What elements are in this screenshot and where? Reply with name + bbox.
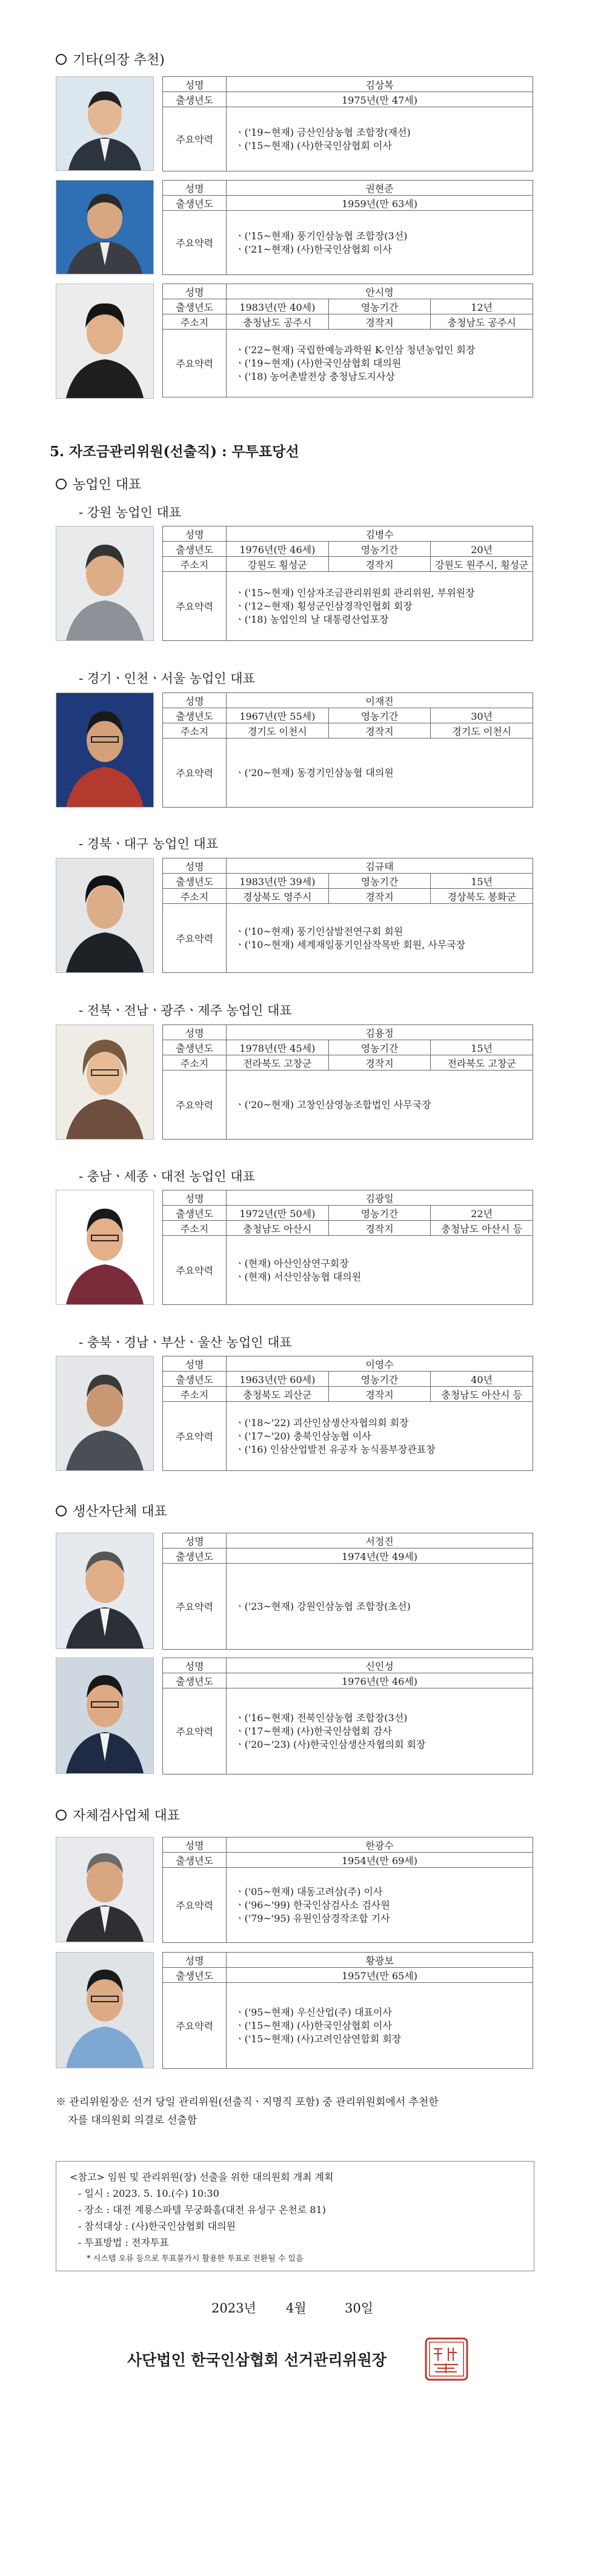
person-experience: 15년 xyxy=(431,1040,533,1055)
birth-label: 출생년도 xyxy=(163,708,227,723)
workplace-label: 경작지 xyxy=(328,889,431,904)
career-line: ㆍ('15~현재) (사)고려인삼연합회 회장 xyxy=(235,2033,402,2045)
birth-label: 출생년도 xyxy=(163,299,227,314)
career-line: ㆍ('18) 농업인의 날 대통령산업포장 xyxy=(235,613,389,625)
person-name: 권현준 xyxy=(227,181,533,196)
person-birth: 1959년(만 63세) xyxy=(227,196,533,211)
name-label: 성명 xyxy=(163,1356,227,1372)
person-address: 경상북도 영주시 xyxy=(227,889,329,904)
person-birth: 1974년(만 49세) xyxy=(227,1549,533,1564)
career-label: 주요약력 xyxy=(163,572,227,641)
person-experience: 12년 xyxy=(431,299,533,314)
footer-day: 30일 xyxy=(345,2301,374,2315)
person-workplace: 경기도 이천시 xyxy=(431,723,533,739)
person-info-table xyxy=(162,1356,533,1471)
region-title: - 경기ㆍ인천ㆍ서울 농업인 대표 xyxy=(79,671,255,686)
person-birth: 1963년(만 60세) xyxy=(227,1372,329,1387)
person-birth: 1978년(만 45세) xyxy=(227,1040,329,1055)
reference-target: - 참석대상 : (사)한국인삼협회 대의원 xyxy=(78,2220,236,2232)
person-career xyxy=(227,572,533,641)
person-photo xyxy=(56,1190,154,1305)
person-birth: 1967년(만 55세) xyxy=(227,708,329,723)
person-photo xyxy=(56,1533,154,1649)
person-address: 충청남도 아산시 xyxy=(227,1221,329,1236)
person-name: 신인성 xyxy=(227,1658,533,1673)
person-info-table xyxy=(162,858,533,973)
person-address: 경기도 이천시 xyxy=(227,723,329,739)
circle-bullet-icon xyxy=(56,1505,67,1516)
experience-label: 영농기간 xyxy=(328,1206,431,1221)
person-experience: 22년 xyxy=(431,1206,533,1221)
career-line: ㆍ('20~'23) (사)한국인삼생산자협의회 회장 xyxy=(235,1738,426,1750)
producer-section-label: 생산자단체 대표 xyxy=(73,1504,167,1519)
person-career xyxy=(227,330,533,397)
circle-bullet-icon xyxy=(56,479,67,490)
career-line: ㆍ('19~현재) (사)한국인삼협회 대의원 xyxy=(235,357,402,369)
address-label: 주소지 xyxy=(163,557,227,572)
person-birth: 1976년(만 46세) xyxy=(227,1673,533,1688)
person-birth: 1957년(만 65세) xyxy=(227,1968,533,1983)
person-workplace: 경상북도 봉화군 xyxy=(431,889,533,904)
person-info-table xyxy=(162,1024,533,1140)
person-career xyxy=(227,1402,533,1471)
note-line: 자를 대의원회 의결로 선출함 xyxy=(68,2114,198,2126)
person-info-table xyxy=(162,692,533,808)
person-experience: 20년 xyxy=(431,542,533,557)
name-label: 성명 xyxy=(163,1953,227,1968)
person-name: 안시영 xyxy=(227,284,533,299)
person-photo xyxy=(56,1024,154,1140)
person-career xyxy=(227,1236,533,1305)
farmer-section-label: 농업인 대표 xyxy=(73,477,142,493)
person-career xyxy=(227,1564,533,1650)
inspect-section-label: 자체검사업체 대표 xyxy=(73,1808,181,1824)
career-line: ㆍ('16) 인삼산업발전 유공자 농식품부장관표창 xyxy=(235,1443,436,1455)
career-line: ㆍ('10~현재) 세계재일풍기인삼작목반 회원, 사무국장 xyxy=(235,938,466,951)
person-info-table xyxy=(162,1837,533,1943)
reference-title: <참고> 임원 및 관리위원(장) 선출을 위한 대의원회 개최 계획 xyxy=(70,2171,334,2183)
address-label: 주소지 xyxy=(163,314,227,330)
committee-section-title: 5. 자조금관리위원(선출직) : 무투표당선 xyxy=(50,443,299,460)
region-title: - 강원 농업인 대표 xyxy=(79,505,182,520)
career-label: 주요약력 xyxy=(163,107,227,171)
career-label: 주요약력 xyxy=(163,904,227,973)
person-name: 이재진 xyxy=(227,693,533,708)
person-photo xyxy=(56,180,154,274)
person-name: 김용정 xyxy=(227,1025,533,1040)
workplace-label: 경작지 xyxy=(328,723,431,739)
career-label: 주요약력 xyxy=(163,330,227,397)
person-career xyxy=(227,107,533,171)
career-line: ㆍ('18~'22) 괴산인삼생산자협의회 회장 xyxy=(235,1416,409,1429)
career-line: ㆍ('95~현재) 우신산업(주) 대표이사 xyxy=(235,2006,392,2018)
producer-section-title xyxy=(56,1501,167,1520)
person-photo xyxy=(56,692,154,808)
address-label: 주소지 xyxy=(163,1387,227,1402)
name-label: 성명 xyxy=(163,693,227,708)
career-line: ㆍ('23~현재) 강원인삼농협 조합장(초선) xyxy=(235,1600,411,1612)
name-label: 성명 xyxy=(163,284,227,299)
person-name: 서정진 xyxy=(227,1533,533,1549)
career-line: ㆍ('16~현재) 전북인삼농협 조합장(3선) xyxy=(235,1711,408,1724)
section-etc-title xyxy=(56,50,165,68)
person-address: 전라북도 고창군 xyxy=(227,1055,329,1071)
inspect-section-title xyxy=(56,1805,180,1824)
person-experience: 40년 xyxy=(431,1372,533,1387)
workplace-label: 경작지 xyxy=(328,1387,431,1402)
career-label: 주요약력 xyxy=(163,1402,227,1471)
person-career xyxy=(227,739,533,808)
person-info-table xyxy=(162,1533,533,1650)
address-label: 주소지 xyxy=(163,1221,227,1236)
birth-label: 출생년도 xyxy=(163,1968,227,1983)
person-photo xyxy=(56,284,154,399)
career-line: ㆍ('21~현재) (사)한국인삼협회 이사 xyxy=(235,243,392,255)
section-etc-label: 기타(의장 추천) xyxy=(73,53,165,68)
career-label: 주요약력 xyxy=(163,1688,227,1774)
person-name: 황광보 xyxy=(227,1953,533,1968)
person-name: 한광수 xyxy=(227,1837,533,1853)
person-career xyxy=(227,1983,533,2069)
experience-label: 영농기간 xyxy=(328,1040,431,1055)
person-birth: 1983년(만 39세) xyxy=(227,874,329,889)
birth-label: 출생년도 xyxy=(163,1549,227,1564)
career-line: ㆍ('10~현재) 풍기인삼발전연구회 회원 xyxy=(235,925,403,937)
person-name: 김광일 xyxy=(227,1190,533,1206)
note-line: ※ 관리위원장은 선거 당일 관리위원(선출직ㆍ지명직 포함) 중 관리위원회에서 추천한 xyxy=(56,2096,439,2108)
person-photo xyxy=(56,1952,154,2068)
person-address: 충청북도 괴산군 xyxy=(227,1387,329,1402)
person-birth: 1972년(만 50세) xyxy=(227,1206,329,1221)
organization-signature: 사단법인 한국인삼협회 선거관리위원장 xyxy=(127,2351,387,2369)
person-career xyxy=(227,211,533,275)
birth-label: 출생년도 xyxy=(163,92,227,107)
career-label: 주요약력 xyxy=(163,211,227,275)
career-label: 주요약력 xyxy=(163,1071,227,1140)
career-line: ㆍ('22~현재) 국립한예능과학원 K-인삼 청년농업인 회장 xyxy=(235,344,476,356)
birth-label: 출생년도 xyxy=(163,1853,227,1868)
career-label: 주요약력 xyxy=(163,1983,227,2069)
person-info-table xyxy=(162,1658,533,1774)
person-career xyxy=(227,904,533,973)
circle-bullet-icon xyxy=(56,1810,67,1821)
person-experience: 30년 xyxy=(431,708,533,723)
workplace-label: 경작지 xyxy=(328,557,431,572)
reference-place: - 장소 : 대전 계룡스파텔 무궁화홀(대전 유성구 온천로 81) xyxy=(78,2204,326,2216)
circle-bullet-icon xyxy=(56,54,67,65)
election-note xyxy=(56,2093,540,2130)
name-label: 성명 xyxy=(163,858,227,874)
birth-label: 출생년도 xyxy=(163,1673,227,1688)
reference-small-note: * 시스템 오류 등으로 투표불가시 활용한 투표로 전환될 수 있음 xyxy=(87,2254,304,2263)
farmer-section-title xyxy=(56,474,141,493)
person-info-table xyxy=(162,526,533,641)
career-line: ㆍ('05~현재) 대동고려삼(주) 이사 xyxy=(235,1885,383,1897)
career-line: ㆍ('17~현재) (사)한국인삼협회 감사 xyxy=(235,1725,392,1737)
experience-label: 영농기간 xyxy=(328,542,431,557)
career-line: ㆍ('15~현재) (사)한국인삼협회 이사 xyxy=(235,139,392,151)
career-line: ㆍ('15~현재) (사)한국인삼협회 이사 xyxy=(235,2019,392,2031)
person-career xyxy=(227,1868,533,1943)
person-info-table xyxy=(162,284,533,397)
birth-label: 출생년도 xyxy=(163,196,227,211)
person-photo xyxy=(56,1356,154,1471)
career-line: ㆍ(현재) 서산인삼농협 대의원 xyxy=(235,1270,362,1283)
name-label: 성명 xyxy=(163,1837,227,1853)
address-label: 주소지 xyxy=(163,723,227,739)
footer-month: 4월 xyxy=(286,2301,307,2315)
person-birth: 1975년(만 47세) xyxy=(227,92,533,107)
person-birth: 1983년(만 40세) xyxy=(227,299,329,314)
name-label: 성명 xyxy=(163,1533,227,1549)
birth-label: 출생년도 xyxy=(163,1206,227,1221)
region-title: - 충북ㆍ경남ㆍ부산ㆍ울산 농업인 대표 xyxy=(79,1335,292,1350)
person-name: 김상복 xyxy=(227,77,533,92)
career-label: 주요약력 xyxy=(163,1236,227,1305)
footer-year: 2023년 xyxy=(211,2301,256,2315)
person-info-table xyxy=(162,1190,533,1305)
person-workplace: 강원도 원주시, 횡성군 xyxy=(431,557,533,572)
experience-label: 영농기간 xyxy=(328,874,431,889)
person-name: 김규태 xyxy=(227,858,533,874)
person-workplace: 전라북도 고창군 xyxy=(431,1055,533,1071)
reference-date: - 일시 : 2023. 5. 10.(수) 10:30 xyxy=(78,2188,219,2199)
person-info-table xyxy=(162,76,533,171)
career-label: 주요약력 xyxy=(163,1868,227,1943)
birth-label: 출생년도 xyxy=(163,542,227,557)
region-title: - 충남ㆍ세종ㆍ대전 농업인 대표 xyxy=(79,1169,255,1184)
reference-box xyxy=(56,2161,534,2271)
name-label: 성명 xyxy=(163,181,227,196)
person-photo xyxy=(56,858,154,973)
person-photo xyxy=(56,526,154,641)
person-workplace: 충청남도 아산시 등 xyxy=(431,1387,533,1402)
person-experience: 15년 xyxy=(431,874,533,889)
career-line: ㆍ('12~현재) 횡성군인삼경작인협회 회장 xyxy=(235,600,413,612)
career-label: 주요약력 xyxy=(163,1564,227,1650)
person-info-table xyxy=(162,180,533,275)
address-label: 주소지 xyxy=(163,1055,227,1071)
workplace-label: 경작지 xyxy=(328,314,431,330)
experience-label: 영농기간 xyxy=(328,1372,431,1387)
address-label: 주소지 xyxy=(163,889,227,904)
person-info-table xyxy=(162,1952,533,2069)
name-label: 성명 xyxy=(163,1025,227,1040)
career-line: ㆍ('96~'99) 한국인삼검사소 검사원 xyxy=(235,1899,390,1911)
career-line: ㆍ('15~현재) 인삼자조금관리위원회 관리위원, 부위원장 xyxy=(235,586,475,599)
name-label: 성명 xyxy=(163,526,227,542)
person-name: 김병수 xyxy=(227,526,533,542)
career-line: ㆍ('20~현재) 고창인삼영농조합법인 사무국장 xyxy=(235,1098,431,1110)
region-title: - 전북ㆍ전남ㆍ광주ㆍ제주 농업인 대표 xyxy=(79,1003,292,1018)
person-name: 이영수 xyxy=(227,1356,533,1372)
person-career xyxy=(227,1688,533,1774)
career-line: ㆍ('18) 농어촌발전상 충청남도지사상 xyxy=(235,370,395,382)
workplace-label: 경작지 xyxy=(328,1055,431,1071)
career-label: 주요약력 xyxy=(163,739,227,808)
name-label: 성명 xyxy=(163,1658,227,1673)
person-photo xyxy=(56,76,154,171)
career-line: ㆍ('15~현재) 풍기인삼농협 조합장(3선) xyxy=(235,230,408,242)
career-line: ㆍ('79~'95) 유원인삼경작조합 기사 xyxy=(235,1912,390,1924)
person-address: 충청남도 공주시 xyxy=(227,314,329,330)
person-photo xyxy=(56,1658,154,1774)
career-line: ㆍ('19~현재) 금산인삼농협 조합장(재선) xyxy=(235,126,411,138)
person-career xyxy=(227,1071,533,1140)
birth-label: 출생년도 xyxy=(163,1372,227,1387)
official-seal-icon xyxy=(424,2337,469,2382)
reference-method: - 투표방법 : 전자투표 xyxy=(78,2237,169,2248)
person-photo xyxy=(56,1837,154,1942)
career-line: ㆍ('17~'20) 충북인삼농협 이사 xyxy=(235,1430,371,1442)
person-address: 강원도 횡성군 xyxy=(227,557,329,572)
birth-label: 출생년도 xyxy=(163,1040,227,1055)
career-line: ㆍ(현재) 아산인삼연구회장 xyxy=(235,1257,349,1269)
experience-label: 영농기간 xyxy=(328,708,431,723)
name-label: 성명 xyxy=(163,1190,227,1206)
experience-label: 영농기간 xyxy=(328,299,431,314)
workplace-label: 경작지 xyxy=(328,1221,431,1236)
name-label: 성명 xyxy=(163,77,227,92)
person-workplace: 충청남도 공주시 xyxy=(431,314,533,330)
person-workplace: 충청남도 아산시 등 xyxy=(431,1221,533,1236)
person-birth: 1976년(만 46세) xyxy=(227,542,329,557)
person-birth: 1954년(만 69세) xyxy=(227,1853,533,1868)
career-line: ㆍ('20~현재) 동경기인삼농협 대의원 xyxy=(235,766,394,778)
birth-label: 출생년도 xyxy=(163,874,227,889)
region-title: - 경북ㆍ대구 농업인 대표 xyxy=(79,837,218,851)
